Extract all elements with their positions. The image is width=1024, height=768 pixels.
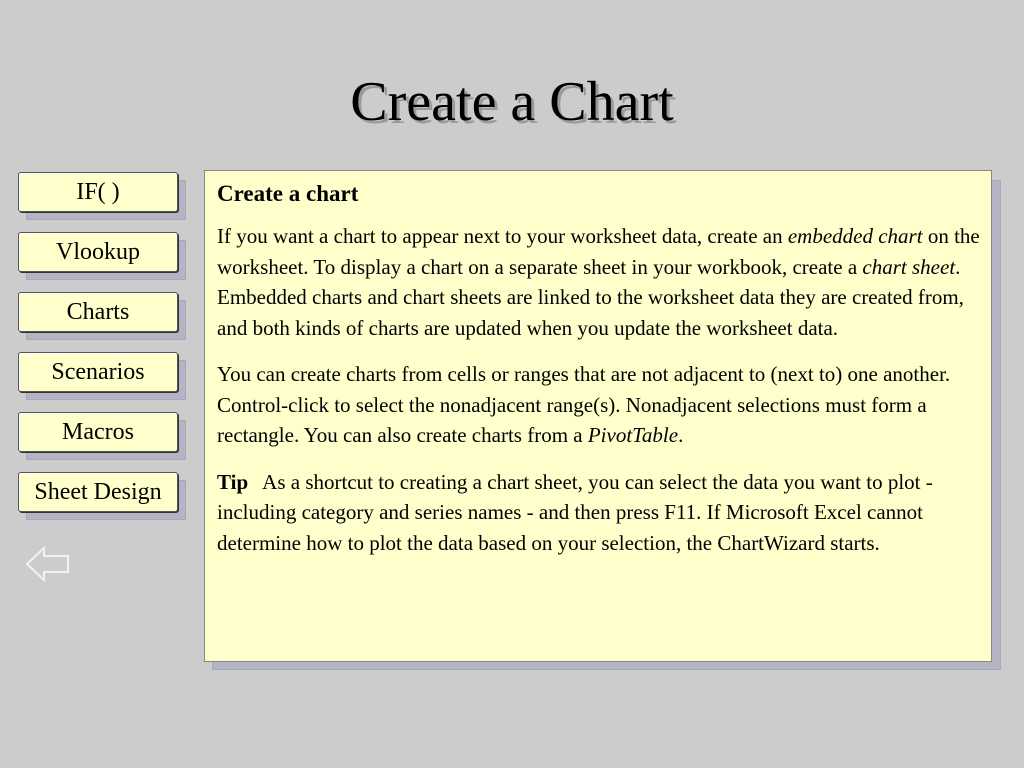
nav-button-sheet-design[interactable] — [18, 472, 178, 512]
nav-button-scenarios[interactable] — [18, 352, 178, 392]
back-arrow-svg — [26, 546, 70, 582]
nav-button-label[interactable]: IF( ) — [18, 172, 178, 212]
text-run: You can create charts from cells or ranges that are not adjacent to (next to) one another. Control-click to select the nonadjacent range(s). Nonadjacent selections must form a rectangle. You can also create charts from a — [217, 362, 951, 447]
text-run: If you want a chart to appear next to your worksheet data, create an — [217, 224, 788, 248]
nav-button-label[interactable]: Charts — [18, 292, 178, 332]
tip-text: As a shortcut to creating a chart sheet, you can select the data you want to plot - including category and series names - and then press F11. If Microsoft Excel cannot determine how to plot the data based on your selection, the ChartWizard starts. — [217, 469, 933, 555]
nav-button-label[interactable]: Scenarios — [18, 352, 178, 392]
paragraph-nonadjacent — [217, 359, 981, 451]
text-run: on the worksheet. To display a chart on a separate sheet in your workbook, create a — [217, 224, 980, 279]
paragraph-embedded-chart — [217, 221, 981, 343]
back-arrow-icon[interactable] — [26, 546, 70, 582]
nav-button-label[interactable]: Sheet Design — [18, 472, 178, 512]
paragraph-tip — [217, 467, 981, 559]
nav-button-if[interactable] — [18, 172, 178, 212]
panel-heading: Create a chart — [217, 181, 359, 206]
text-run: . — [678, 423, 684, 447]
nav-button-label[interactable]: Macros — [18, 412, 178, 452]
nav-button-charts[interactable] — [18, 292, 178, 332]
nav-button-macros[interactable] — [18, 412, 178, 452]
tip-label: Tip — [217, 469, 249, 494]
term-chart-sheet: chart sheet — [862, 254, 956, 279]
term-embedded-chart: embedded chart — [787, 224, 923, 248]
slide-title: Create a Chart — [350, 71, 674, 133]
content-panel — [204, 170, 992, 662]
term-pivottable: PivotTable — [587, 423, 679, 447]
nav-button-vlookup[interactable] — [18, 232, 178, 272]
text-run: . Embedded charts and chart sheets are linked to the worksheet data they are created from, and both kinds of charts are updated when you update the worksheet data. — [217, 254, 964, 340]
nav-button-label[interactable]: Vlookup — [18, 232, 178, 272]
